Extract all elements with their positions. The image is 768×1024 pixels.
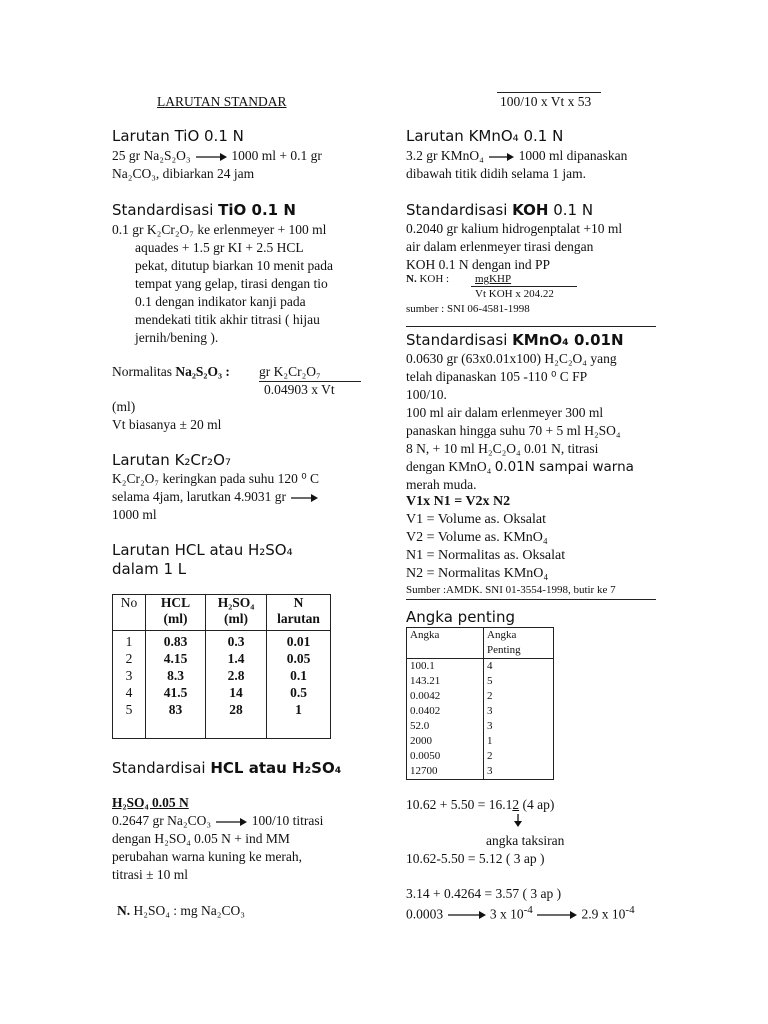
table-cell: 1 bbox=[125, 634, 133, 649]
hcl-th-n: N larutan bbox=[267, 595, 331, 631]
std-kmno4-equation: V1x N1 = V2x N2 bbox=[406, 494, 511, 509]
std-hcl-heading bbox=[112, 759, 341, 777]
hcl-col-no bbox=[113, 631, 146, 739]
tio-line2: Na₂CO₃, dibiarkan 24 jam bbox=[112, 166, 255, 181]
angka-ex1-a: 10.62 + 5.50 = 16.1 bbox=[406, 797, 513, 812]
arrow-right-icon bbox=[289, 493, 319, 503]
table-cell: 0.1 bbox=[290, 668, 307, 683]
table-cell: 8.3 bbox=[167, 668, 184, 683]
table-cell: 28 bbox=[229, 702, 243, 717]
normalitas-row bbox=[112, 364, 230, 380]
std-kmno4-def-1: V2 = Volume as. KMnO₄ bbox=[406, 530, 548, 545]
std-koh-denominator: Vt KOH x 204.22 bbox=[475, 288, 554, 300]
top-fraction-denominator: 100/10 x Vt x 53 bbox=[500, 94, 592, 109]
table-cell: 12700 bbox=[410, 765, 438, 777]
std-koh-heading bbox=[406, 201, 593, 219]
table-cell: 3 bbox=[487, 765, 493, 777]
arrow-down-icon bbox=[513, 814, 523, 828]
divider bbox=[406, 326, 656, 327]
angka-heading: Angka penting bbox=[406, 608, 516, 626]
page-title: LARUTAN STANDAR bbox=[157, 94, 287, 109]
std-kmno4-def-0: V1 = Volume as. Oksalat bbox=[406, 512, 546, 527]
angka-col-values bbox=[407, 659, 484, 780]
std-hcl-heading-b: HCL atau H₂SO₄ bbox=[210, 759, 342, 777]
tio-line1-b: 1000 ml + 0.1 gr bbox=[231, 148, 322, 163]
std-hcl-formula-a: N. bbox=[117, 903, 131, 918]
normalitas-denominator: 0.04903 x Vt bbox=[264, 382, 335, 397]
std-kmno4-line2: telah dipanaskan 105 -110 ⁰ C FP bbox=[406, 369, 588, 384]
hcl-col-h2so4 bbox=[206, 631, 267, 739]
table-cell: 0.0402 bbox=[410, 705, 441, 717]
table-cell: 0.5 bbox=[290, 685, 307, 700]
std-kmno4-heading-a: Standardisasi bbox=[406, 331, 513, 349]
std-hcl-line-0: dengan H₂SO₄ 0.05 N + ind MM bbox=[112, 831, 290, 846]
kmno4-line1-a: 3.2 gr KMnO₄ bbox=[406, 148, 484, 163]
angka-example-3: 3.14 + 0.4264 = 3.57 ( 3 ap ) bbox=[406, 886, 562, 901]
std-kmno4-line5: panaskan hingga suhu 70 + 5 ml H₂SO₄ bbox=[406, 423, 621, 438]
table-cell: 41.5 bbox=[163, 685, 188, 700]
table-cell: 3 bbox=[487, 705, 493, 717]
std-kmno4-heading bbox=[406, 331, 624, 349]
table-cell: 0.0050 bbox=[410, 750, 441, 762]
table-cell: 3 bbox=[125, 668, 133, 683]
std-hcl-heading-a: Standardisai bbox=[112, 759, 211, 777]
hcl-col-hcl bbox=[146, 631, 206, 739]
std-hcl-formula-b: H₂SO₄ : mg Na₂CO₃ bbox=[130, 903, 245, 918]
table-cell: 1 bbox=[487, 735, 493, 747]
hcl-table bbox=[112, 594, 331, 739]
std-koh-heading-a: Standardisasi bbox=[406, 201, 513, 219]
table-cell: 2 bbox=[487, 750, 493, 762]
table-cell: 100.1 bbox=[410, 660, 435, 672]
std-koh-line-2: KOH 0.1 N dengan ind PP bbox=[406, 257, 550, 272]
table-cell: 5 bbox=[125, 702, 133, 717]
std-tio-line-3: tempat yang gelap, tirasi dengan tio bbox=[135, 276, 328, 291]
angka-ex4-c-exp: -4 bbox=[625, 904, 635, 916]
arrow-right-icon bbox=[214, 817, 248, 827]
table-cell: 0.3 bbox=[227, 634, 245, 649]
table-cell: 1.4 bbox=[227, 651, 245, 666]
tio-line1 bbox=[112, 148, 322, 164]
table-cell: 1 bbox=[295, 702, 302, 717]
angka-ex4-c: 2.9 x 10 bbox=[581, 906, 626, 922]
std-koh-line-0: 0.2040 gr kalium hidrogenptalat +10 ml bbox=[406, 221, 623, 236]
hcl-heading-2: dalam 1 L bbox=[112, 560, 187, 578]
kmno4-heading: Larutan KMnO₄ 0.1 N bbox=[406, 127, 564, 145]
tio-line1-a: 25 gr Na₂S₂O₃ bbox=[112, 148, 191, 163]
std-tio-line-2: pekat, ditutup biarkan 10 menit pada bbox=[135, 258, 333, 273]
table-cell: 2 bbox=[125, 651, 133, 666]
hcl-th-no: No bbox=[113, 595, 146, 631]
hcl-heading-1: Larutan HCL atau H₂SO₄ bbox=[112, 541, 293, 559]
angka-example-1 bbox=[406, 797, 554, 813]
arrow-right-icon bbox=[194, 152, 228, 162]
std-koh-formula bbox=[406, 273, 449, 285]
top-fraction-line bbox=[497, 92, 601, 93]
table-cell: 0.0042 bbox=[410, 690, 441, 702]
angka-ex4-b-exp: -4 bbox=[523, 904, 533, 916]
table-cell: 0.05 bbox=[286, 651, 311, 666]
table-cell: 14 bbox=[229, 685, 243, 700]
std-kmno4-source: Sumber :AMDK. SNI 01-3554-1998, butir ke 7 bbox=[406, 584, 616, 596]
std-koh-source: sumber : SNI 06-4581-1998 bbox=[406, 303, 530, 315]
std-koh-numerator: mgKHP bbox=[475, 273, 512, 285]
std-koh-line-1: air dalam erlenmeyer tirasi dengan bbox=[406, 239, 594, 254]
table-cell: 83 bbox=[168, 702, 183, 717]
std-hcl-line-2: titrasi ± 10 ml bbox=[112, 867, 189, 882]
std-tio-line-1: aquades + 1.5 gr KI + 2.5 HCL bbox=[135, 240, 304, 255]
table-cell: 2.8 bbox=[227, 668, 245, 683]
std-tio-line-5: mendekati titik akhir titrasi ( hijau bbox=[135, 312, 320, 327]
std-hcl-line-1: perubahan warna kuning ke merah, bbox=[112, 849, 303, 864]
arrow-right-icon bbox=[487, 152, 515, 162]
normalitas-label: Normalitas bbox=[112, 364, 176, 379]
std-tio-heading-a: Standardisasi bbox=[112, 201, 219, 219]
std-koh-fraction-line bbox=[471, 286, 577, 287]
std-kmno4-line4: 100 ml air dalam erlenmeyer 300 ml bbox=[406, 405, 604, 420]
angka-col-penting bbox=[484, 659, 554, 780]
k2cr2o7-line3: 1000 ml bbox=[112, 507, 157, 522]
divider bbox=[406, 599, 656, 600]
arrow-right-icon bbox=[447, 910, 487, 920]
std-kmno4-def-2: N1 = Normalitas as. Oksalat bbox=[406, 548, 566, 563]
normalitas-compound: Na₂S₂O₃ : bbox=[175, 364, 230, 379]
std-tio-heading-b: TiO 0.1 N bbox=[218, 201, 296, 219]
std-kmno4-line3: 100/10. bbox=[406, 387, 447, 402]
std-koh-heading-c: 0.1 N bbox=[548, 201, 594, 219]
std-kmno4-def-3: N2 = Normalitas KMnO₄ bbox=[406, 566, 549, 581]
kmno4-line1 bbox=[406, 148, 627, 164]
hcl-th-hcl: HCL (ml) bbox=[146, 595, 206, 631]
std-kmno4-line6: 8 N, + 10 ml H₂C₂O₄ 0.01 N, titrasi bbox=[406, 441, 599, 456]
table-cell: 0.83 bbox=[163, 634, 188, 649]
std-hcl-sub: H₂SO₄ 0.05 N bbox=[112, 795, 189, 810]
hcl-col-n bbox=[267, 631, 331, 739]
std-hcl-line1-a: 0.2647 gr Na₂CO₃ bbox=[112, 813, 212, 828]
std-kmno4-line1: 0.0630 gr (63x0.01x100) H₂C₂O₄ yang bbox=[406, 351, 617, 366]
angka-ex1-b: 2 bbox=[512, 797, 520, 812]
normalitas-numerator: gr K₂Cr₂O₇ bbox=[259, 364, 321, 379]
angka-ex4-b: 3 x 10 bbox=[489, 906, 524, 922]
table-cell: 4.15 bbox=[163, 651, 188, 666]
normalitas-unit: (ml) bbox=[112, 399, 136, 414]
std-tio-line-0: 0.1 gr K₂Cr₂O₇ ke erlenmeyer + 100 ml bbox=[112, 222, 327, 237]
tio-heading: Larutan TiO 0.1 N bbox=[112, 127, 244, 145]
arrow-right-icon bbox=[536, 910, 578, 920]
std-kmno4-heading-b: KMnO₄ 0.01N bbox=[512, 331, 624, 349]
std-hcl-line1 bbox=[112, 813, 323, 829]
angka-ex4-a: 0.0003 bbox=[406, 906, 444, 922]
std-hcl-formula bbox=[117, 903, 245, 919]
std-koh-formula-mid: KOH : bbox=[416, 273, 450, 285]
k2cr2o7-line2 bbox=[112, 489, 319, 505]
hcl-th-h2so4: H₂SO₄ (ml) bbox=[206, 595, 267, 631]
k2cr2o7-line1: K₂Cr₂O₇ keringkan pada suhu 120 ⁰ C bbox=[112, 471, 320, 486]
table-cell: 3 bbox=[487, 720, 493, 732]
angka-example-4 bbox=[406, 904, 635, 923]
table-cell: 52.0 bbox=[410, 720, 430, 732]
table-cell: 0.01 bbox=[286, 634, 311, 649]
table-cell: 4 bbox=[487, 660, 493, 672]
std-tio-line-6: jernih/bening ). bbox=[135, 330, 219, 345]
kmno4-line2: dibawah titik didih selama 1 jam. bbox=[406, 166, 586, 181]
table-cell: 2 bbox=[487, 690, 493, 702]
k2cr2o7-heading: Larutan K₂Cr₂O₇ bbox=[112, 451, 231, 469]
angka-ex1-c: (4 ap) bbox=[519, 797, 555, 812]
table-cell: 2000 bbox=[410, 735, 432, 747]
std-tio-heading bbox=[112, 201, 296, 219]
std-hcl-line1-b: 100/10 titrasi bbox=[251, 813, 324, 828]
vt-note: Vt biasanya ± 20 ml bbox=[112, 417, 222, 432]
std-kmno4-line7 bbox=[406, 459, 634, 475]
angka-th-angka: Angka bbox=[407, 628, 484, 659]
angka-table bbox=[406, 627, 554, 780]
std-kmno4-line7-b: 0.01N sampai warna bbox=[494, 459, 634, 475]
angka-taksiran: angka taksiran bbox=[486, 833, 565, 848]
std-kmno4-line8: merah muda. bbox=[406, 477, 477, 492]
table-cell: 143.21 bbox=[410, 675, 441, 687]
std-koh-formula-label: N. bbox=[406, 273, 417, 285]
kmno4-line1-b: 1000 ml dipanaskan bbox=[518, 148, 628, 163]
table-cell: 4 bbox=[125, 685, 133, 700]
table-cell: 5 bbox=[487, 675, 493, 687]
k2cr2o7-line2-text: selama 4jam, larutkan 4.9031 gr bbox=[112, 489, 286, 504]
std-kmno4-line7-a: dengan KMnO₄ bbox=[406, 459, 495, 474]
angka-example-2: 10.62-5.50 = 5.12 ( 3 ap ) bbox=[406, 851, 545, 866]
angka-th-penting: Angka Penting bbox=[484, 628, 554, 659]
std-tio-line-4: 0.1 dengan indikator kanji pada bbox=[135, 294, 306, 309]
std-koh-heading-b: KOH bbox=[512, 201, 549, 219]
